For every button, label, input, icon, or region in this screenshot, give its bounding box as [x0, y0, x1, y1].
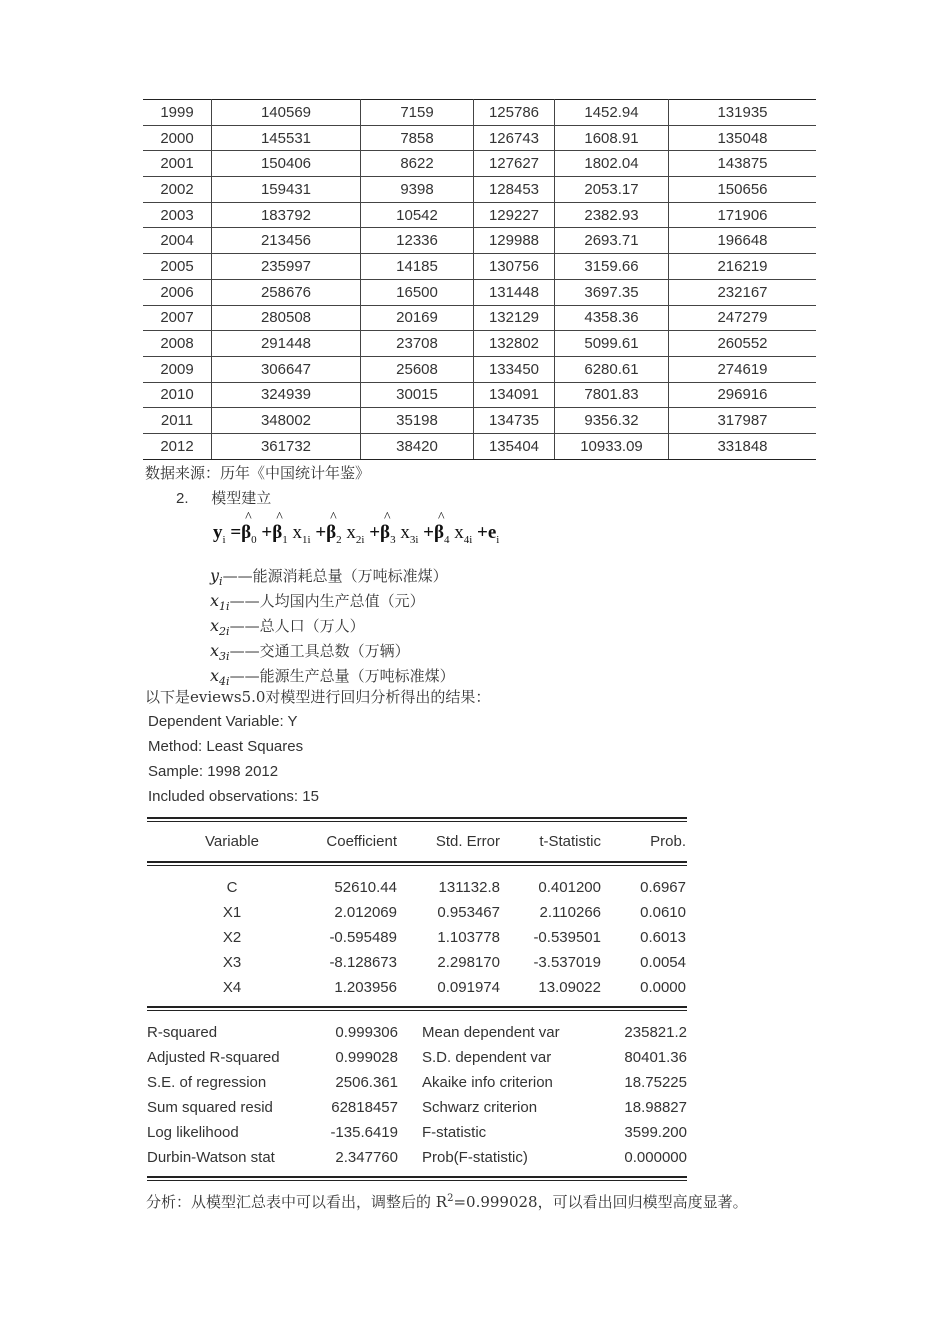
definition-item: [210, 638, 455, 663]
table-cell: 131935: [669, 100, 817, 126]
eq-lhs: $y_i$: [213, 522, 226, 546]
beta-hat-symbol: ^ β: [434, 522, 444, 544]
table-cell: 150406: [212, 151, 361, 177]
coefficient-cell: 52610.44: [334, 879, 397, 896]
column-header: Std. Error: [435, 833, 500, 850]
dependent-variable: Dependent Variable: Y: [148, 713, 298, 730]
stat-value: 0.999028: [335, 1049, 398, 1066]
stat-label: Mean dependent var: [422, 1024, 560, 1041]
stat-row: [147, 1045, 687, 1070]
table-row: [143, 228, 816, 254]
table-row: [143, 433, 816, 459]
table-cell: 128453: [474, 177, 555, 203]
table-cell: 132802: [474, 331, 555, 357]
coefficient-cell: -0.539501: [533, 929, 601, 946]
table-cell: 14185: [361, 254, 474, 280]
table-cell: 135048: [669, 125, 817, 151]
coefficient-cell: X3: [222, 954, 242, 971]
table-cell: 130756: [474, 254, 555, 280]
table-cell: 10933.09: [555, 433, 669, 459]
stat-value: 18.98827: [624, 1099, 687, 1116]
table-rule-header: [147, 861, 687, 866]
table-cell: 133450: [474, 356, 555, 382]
coefficient-cell: 2.110266: [539, 904, 601, 921]
table-cell: 140569: [212, 100, 361, 126]
stat-value: 0.000000: [624, 1149, 687, 1166]
stat-row: [147, 1120, 687, 1145]
table-cell: 5099.61: [555, 331, 669, 357]
statistics-data-table: [143, 99, 816, 460]
table-cell: 126743: [474, 125, 555, 151]
section-title: 模型建立: [211, 489, 272, 507]
table-cell: 2005: [143, 254, 212, 280]
table-rule-top: [147, 817, 687, 822]
stat-label: Durbin-Watson stat: [147, 1149, 275, 1166]
table-cell: 2000: [143, 125, 212, 151]
eq-variable: $x_{1i}$: [292, 522, 311, 546]
table-cell: 280508: [212, 305, 361, 331]
table-cell: 196648: [669, 228, 817, 254]
table-cell: 30015: [361, 382, 474, 408]
stat-row: [147, 1095, 687, 1120]
coefficient-cell: 0.6013: [640, 929, 686, 946]
coefficient-row: [147, 950, 687, 975]
table-cell: 25608: [361, 356, 474, 382]
stat-value: 0.999306: [335, 1024, 398, 1041]
table-cell: 331848: [669, 433, 817, 459]
definition-item: [210, 588, 455, 613]
stat-value: 235821.2: [624, 1024, 687, 1041]
regression-meta: [148, 709, 319, 809]
analysis-text: [146, 1191, 748, 1212]
table-cell: 9398: [361, 177, 474, 203]
variable-definitions: [210, 563, 455, 688]
section-heading: [176, 487, 271, 508]
coefficient-table: [147, 875, 687, 1000]
coefficient-row: [147, 925, 687, 950]
table-cell: 2053.17: [555, 177, 669, 203]
coefficient-cell: 13.09022: [538, 979, 601, 996]
definition-variable: $x_{3i}$: [210, 641, 230, 664]
table-cell: 216219: [669, 254, 817, 280]
table-cell: 35198: [361, 408, 474, 434]
table-cell: 258676: [212, 279, 361, 305]
stat-row: [147, 1145, 687, 1170]
eq-variable: $x_{4i}$: [454, 522, 473, 546]
stat-label: Akaike info criterion: [422, 1074, 553, 1091]
table-cell: 131448: [474, 279, 555, 305]
table-cell: 2009: [143, 356, 212, 382]
table-cell: 2382.93: [555, 202, 669, 228]
table-cell: 2011: [143, 408, 212, 434]
table-cell: 159431: [212, 177, 361, 203]
coefficient-row: [147, 975, 687, 1000]
table-cell: 134091: [474, 382, 555, 408]
analysis-prefix: 分析：从模型汇总表中可以看出，调整后的 R: [146, 1193, 448, 1211]
table-cell: 4358.36: [555, 305, 669, 331]
table-cell: 2003: [143, 202, 212, 228]
table-cell: 16500: [361, 279, 474, 305]
stat-label: Log likelihood: [147, 1124, 239, 1141]
table-row: [143, 125, 816, 151]
table-cell: 2004: [143, 228, 212, 254]
table-cell: 10542: [361, 202, 474, 228]
coefficient-cell: 0.6967: [640, 879, 686, 896]
table-row: [143, 151, 816, 177]
analysis-superscript: 2: [447, 1193, 454, 1204]
table-cell: 2008: [143, 331, 212, 357]
table-cell: 324939: [212, 382, 361, 408]
table-cell: 7159: [361, 100, 474, 126]
coefficient-cell: -8.128673: [329, 954, 397, 971]
table-cell: 145531: [212, 125, 361, 151]
column-header: Prob.: [650, 833, 686, 850]
analysis-suffix: =0.999028，可以看出回归模型高度显著。: [453, 1193, 748, 1211]
coefficient-cell: 0.0000: [640, 979, 686, 996]
eq-variable: $x_{3i}$: [400, 522, 419, 546]
table-cell: 361732: [212, 433, 361, 459]
table-cell: 317987: [669, 408, 817, 434]
definition-description: ——能源消耗总量（万吨标准煤）: [222, 567, 448, 585]
table-cell: 127627: [474, 151, 555, 177]
table-cell: 2012: [143, 433, 212, 459]
table-cell: 135404: [474, 433, 555, 459]
table-cell: 2693.71: [555, 228, 669, 254]
column-header: t-Statistic: [539, 833, 601, 850]
table-cell: 247279: [669, 305, 817, 331]
data-source-note: 数据来源：历年《中国统计年鉴》: [145, 464, 371, 482]
table-cell: 2001: [143, 151, 212, 177]
column-header: Variable: [205, 833, 259, 850]
stat-label: S.D. dependent var: [422, 1049, 552, 1066]
table-cell: 2006: [143, 279, 212, 305]
table-cell: 183792: [212, 202, 361, 228]
table-cell: 7858: [361, 125, 474, 151]
table-cell: 235997: [212, 254, 361, 280]
table-cell: 1608.91: [555, 125, 669, 151]
table-cell: 2007: [143, 305, 212, 331]
stat-value: 80401.36: [624, 1049, 687, 1066]
stat-label: Adjusted R-squared: [147, 1049, 280, 1066]
coefficient-cell: -3.537019: [533, 954, 601, 971]
stat-value: 2.347760: [335, 1149, 398, 1166]
coefficient-row: [147, 875, 687, 900]
definition-description: ——人均国内生产总值（元）: [229, 592, 425, 610]
table-row: [143, 254, 816, 280]
definition-variable: $x_{4i}$: [210, 666, 230, 689]
table-cell: 1802.04: [555, 151, 669, 177]
table-cell: 2010: [143, 382, 212, 408]
observations: Included observations: 15: [148, 788, 319, 805]
table-cell: 143875: [669, 151, 817, 177]
stat-row: [147, 1020, 687, 1045]
definition-item: [210, 563, 455, 588]
table-cell: 125786: [474, 100, 555, 126]
coefficient-header-row: [147, 829, 687, 854]
beta-hat-symbol: ^ β: [272, 522, 282, 544]
stat-value: 3599.200: [624, 1124, 687, 1141]
coefficient-cell: X2: [222, 929, 242, 946]
table-cell: 7801.83: [555, 382, 669, 408]
table-cell: 260552: [669, 331, 817, 357]
sample: Sample: 1998 2012: [148, 763, 279, 780]
table-cell: 213456: [212, 228, 361, 254]
definition-item: [210, 613, 455, 638]
coefficient-cell: 1.103778: [437, 929, 500, 946]
table-cell: 1999: [143, 100, 212, 126]
definition-variable: $x_{1i}$: [210, 591, 230, 614]
stat-label: F-statistic: [422, 1124, 487, 1141]
table-cell: 296916: [669, 382, 817, 408]
table-row: [143, 382, 816, 408]
table-cell: 3159.66: [555, 254, 669, 280]
table-cell: 9356.32: [555, 408, 669, 434]
table-cell: 150656: [669, 177, 817, 203]
summary-stats-table: [147, 1020, 687, 1170]
definition-description: ——总人口（万人）: [229, 617, 365, 635]
stat-label: S.E. of regression: [147, 1074, 267, 1091]
eq-variable: $x_{2i}$: [346, 522, 365, 546]
section-number: 2.: [176, 490, 189, 507]
table-cell: 20169: [361, 305, 474, 331]
definition-description: ——能源生产总量（万吨标准煤）: [229, 667, 455, 685]
table-row: [143, 202, 816, 228]
stat-row: [147, 1070, 687, 1095]
table-cell: 1452.94: [555, 100, 669, 126]
table-row: [143, 177, 816, 203]
beta-hat-symbol: ^ β: [326, 522, 336, 544]
definition-variable: $y_i$: [210, 566, 223, 589]
coefficient-cell: 1.203956: [334, 979, 397, 996]
table-cell: 12336: [361, 228, 474, 254]
table-row: [143, 408, 816, 434]
table-cell: 6280.61: [555, 356, 669, 382]
table-cell: 129988: [474, 228, 555, 254]
coefficient-cell: 0.0054: [640, 954, 686, 971]
table-cell: 38420: [361, 433, 474, 459]
eq-error: $e_i$: [487, 522, 500, 546]
coefficient-cell: 0.953467: [437, 904, 500, 921]
table-cell: 348002: [212, 408, 361, 434]
coefficient-cell: C: [226, 879, 238, 896]
beta-hat-symbol: ^ β: [380, 522, 390, 544]
table-row: [143, 279, 816, 305]
table-row: [143, 305, 816, 331]
table-row: [143, 100, 816, 126]
coefficient-cell: 2.012069: [334, 904, 397, 921]
table-cell: 132129: [474, 305, 555, 331]
method: Method: Least Squares: [148, 738, 304, 755]
regression-equation: $y_i$ =^ $\beta_0$ +^ $\beta_1$ $x_{1i}$ +^ $\beta_2$ $x_{2i}$ +^ $\beta_3$ $x_{3i}$ +^ $\beta_4$ $x_{4i} +e_i$: [213, 522, 499, 546]
stat-value: 18.75225: [624, 1074, 687, 1091]
stat-label: R-squared: [147, 1024, 218, 1041]
stat-value: 2506.361: [335, 1074, 398, 1091]
coefficient-row: [147, 900, 687, 925]
intro-text: 以下是eviews5.0对模型进行回归分析得出的结果：: [145, 688, 491, 706]
stat-label: Prob(F-statistic): [422, 1149, 528, 1166]
table-rule-bottom: [147, 1176, 687, 1181]
coefficient-cell: 0.401200: [538, 879, 601, 896]
definition-description: ——交通工具总数（万辆）: [229, 642, 410, 660]
coefficient-cell: 0.0610: [640, 904, 686, 921]
table-row: [143, 331, 816, 357]
beta-hat-symbol: ^ β: [241, 522, 251, 544]
table-cell: 2002: [143, 177, 212, 203]
stat-value: 62818457: [331, 1099, 398, 1116]
definition-item: [210, 663, 455, 688]
table-cell: 134735: [474, 408, 555, 434]
coefficient-cell: X4: [222, 979, 242, 996]
table-rule-middle: [147, 1006, 687, 1011]
column-header: Coefficient: [326, 833, 397, 850]
stat-value: -135.6419: [330, 1124, 398, 1141]
coefficient-cell: X1: [222, 904, 242, 921]
coefficient-cell: 131132.8: [438, 879, 500, 896]
table-cell: 23708: [361, 331, 474, 357]
table-cell: 306647: [212, 356, 361, 382]
coefficient-cell: 2.298170: [437, 954, 500, 971]
coefficient-cell: 0.091974: [437, 979, 500, 996]
stat-label: Schwarz criterion: [422, 1099, 538, 1116]
stat-label: Sum squared resid: [147, 1099, 273, 1116]
table-cell: 8622: [361, 151, 474, 177]
table-cell: 291448: [212, 331, 361, 357]
definition-variable: $x_{2i}$: [210, 616, 230, 639]
table-cell: 3697.35: [555, 279, 669, 305]
table-cell: 274619: [669, 356, 817, 382]
table-row: [143, 356, 816, 382]
coefficient-cell: -0.595489: [329, 929, 397, 946]
table-cell: 129227: [474, 202, 555, 228]
table-cell: 232167: [669, 279, 817, 305]
table-cell: 171906: [669, 202, 817, 228]
